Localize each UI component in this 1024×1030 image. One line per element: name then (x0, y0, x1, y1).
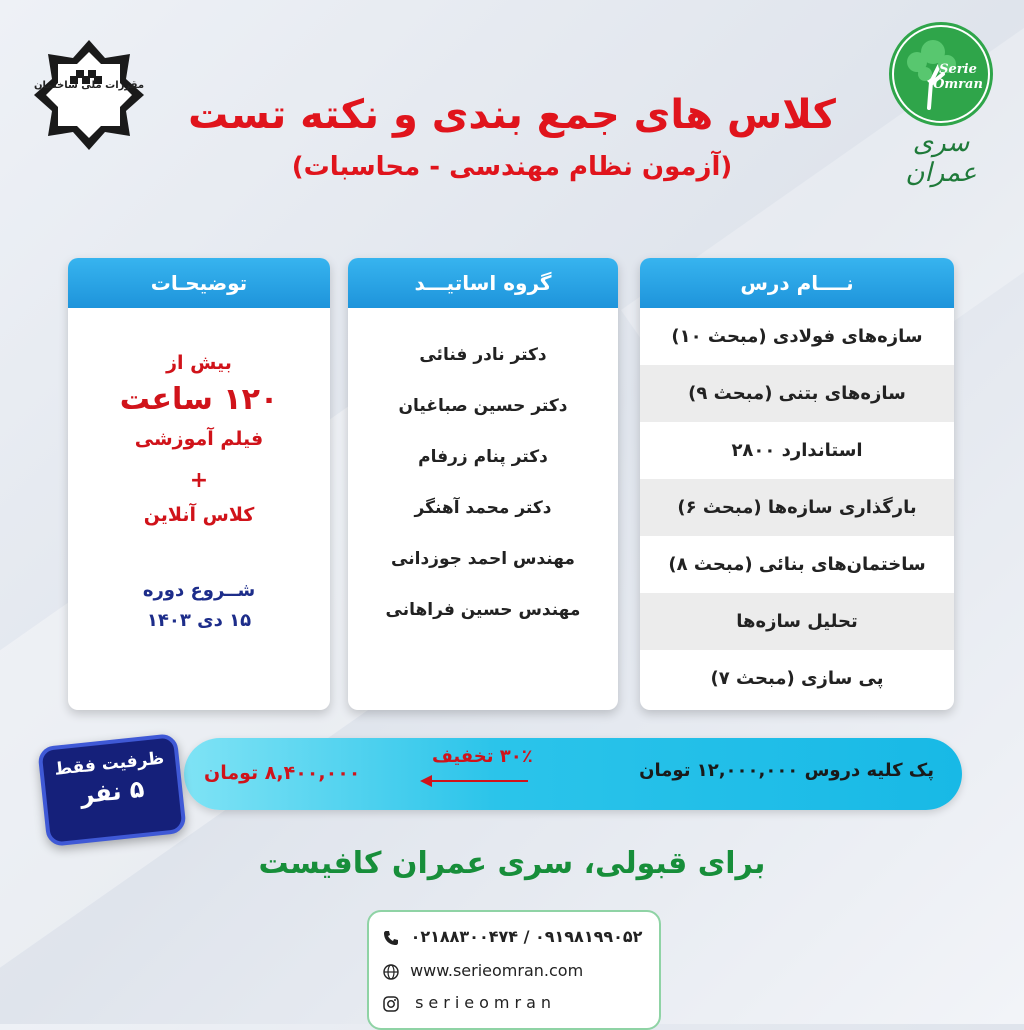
teachers-table (348, 258, 618, 710)
course-item: پی سازی (مبحث ۷) (710, 668, 884, 689)
course-item: سازه‌های بتنی (مبحث ۹) (640, 365, 954, 422)
octagram-logo-icon (30, 36, 148, 154)
course-item: بارگذاری سازه‌ها (مبحث ۶) (640, 479, 954, 536)
globe-icon (383, 964, 399, 980)
teacher-item: دکتر نادر فنائی (419, 345, 547, 365)
instagram-icon (383, 996, 399, 1012)
capacity-count: ۵ نفر (78, 774, 146, 810)
building-regulations-logo (30, 36, 148, 154)
course-item: سازه‌های فولادی (مبحث ۱۰) (671, 326, 923, 347)
description-more-than: بیش از (166, 352, 232, 374)
description-body (68, 308, 330, 640)
teacher-list (348, 308, 618, 636)
tree-logo-icon (889, 22, 993, 126)
page-subtitle: (آزمون نظام مهندسی - محاسبات) (291, 152, 733, 182)
page-title: کلاس های جمع بندی و نکته تست (188, 92, 836, 138)
phone-numbers: ۰۲۱۸۸۳۰۰۴۷۴ / ۰۹۱۹۸۱۹۹۰۵۲ (410, 927, 643, 946)
teacher-item: مهندس احمد جوزدانی (391, 549, 575, 569)
course-item: ساختمان‌های بنائی (مبحث ۸) (668, 554, 926, 575)
final-price: ۸,۴۰۰,۰۰۰ تومان (204, 762, 361, 784)
teacher-item: مهندس حسین فراهانی (385, 600, 581, 620)
description-hours: ۱۲۰ ساعت (119, 382, 279, 417)
courses-header: نــــام درس (640, 258, 954, 308)
arrow-left-icon (420, 774, 530, 788)
logo-text-serie: Serie (939, 62, 977, 77)
contact-instagram-row[interactable] (383, 988, 649, 1018)
phone-icon (383, 930, 399, 946)
description-video: فیلم آموزشی (134, 428, 264, 450)
course-item: تحلیل سازه‌ها (640, 593, 954, 650)
website-url: www.serieomran.com (410, 961, 584, 980)
description-start-label: شــروع دوره (142, 580, 256, 601)
contact-box (367, 910, 661, 1030)
teacher-item: دکتر محمد آهنگر (414, 498, 552, 518)
teacher-item: دکتر پنام زرفام (418, 447, 548, 467)
capacity-label: ظرفیت فقط (53, 748, 166, 780)
description-online-class: کلاس آنلاین (143, 504, 255, 526)
description-table (68, 258, 330, 710)
description-header: توضیحـات (68, 258, 330, 308)
discount-label: ۳۰٪ تخفیف (432, 746, 533, 767)
full-price: پک کلیه دروس ۱۲,۰۰۰,۰۰۰ تومان (639, 760, 934, 781)
teacher-item: دکتر حسین صباغیان (398, 396, 568, 416)
courses-table (640, 258, 954, 710)
course-list (640, 308, 954, 707)
teachers-header: گروه اساتیـــد (348, 258, 618, 308)
price-banner (184, 738, 962, 810)
description-start-date: ۱۵ دی ۱۴۰۳ (146, 610, 252, 631)
contact-website-row[interactable] (383, 956, 649, 986)
instagram-handle: serieomran (415, 993, 557, 1012)
brand-logo (886, 22, 996, 188)
slogan: برای قبولی، سری عمران کافیست (258, 846, 766, 881)
logo-text-omran: Omran (933, 77, 983, 92)
capacity-badge (37, 733, 187, 847)
description-plus: + (189, 468, 209, 493)
partner-logo-text: مقررات ملی ساختمان (33, 80, 145, 91)
brand-name: سری عمران (905, 128, 977, 188)
contact-phone-row[interactable] (383, 922, 649, 952)
course-item: استاندارد ۲۸۰۰ (731, 440, 863, 461)
